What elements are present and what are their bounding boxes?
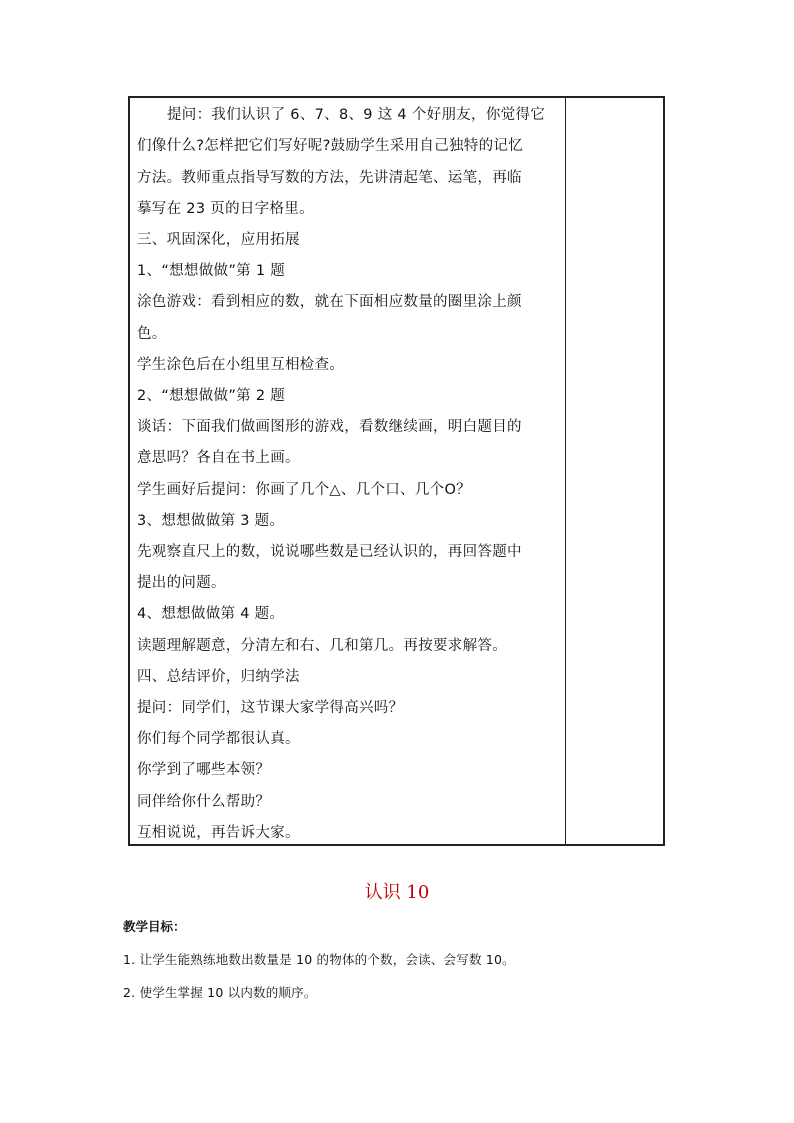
lesson-plan-table xyxy=(128,96,665,846)
goal-heading: 教学目标： xyxy=(123,919,186,934)
content-line: 2、“想想做做”第 2 题 xyxy=(137,388,286,404)
content-line: 你学到了哪些本领？ xyxy=(137,762,271,778)
content-line: 同伴给你什么帮助？ xyxy=(137,794,271,810)
content-line: 提出的问题。 xyxy=(137,575,226,591)
content-line: 们像什么?怎样把它们写好呢?鼓励学生采用自己独特的记忆 xyxy=(137,138,523,154)
content-line: 意思吗？各自在书上画。 xyxy=(137,450,300,466)
content-line: 学生画好后提问：你画了几个△、几个口、几个O？ xyxy=(137,482,471,498)
content-line: 色。 xyxy=(137,326,167,342)
lesson-title: 认识 10 xyxy=(364,882,430,903)
content-line: 1、“想想做做”第 1 题 xyxy=(137,263,286,279)
content-line: 涂色游戏：看到相应的数，就在下面相应数量的圈里涂上颜 xyxy=(137,294,522,310)
content-line: 摹写在 23 页的日字格里。 xyxy=(137,201,314,217)
content-line: 4、想想做做第 4 题。 xyxy=(137,606,285,622)
content-line: 谈话：下面我们做画图形的游戏，看数继续画，明白题目的 xyxy=(137,419,522,435)
content-line: 提问：同学们，这节课大家学得高兴吗？ xyxy=(137,700,404,716)
content-line: 你们每个同学都很认真。 xyxy=(137,731,300,747)
goal-item: 1. 让学生能熟练地数出数量是 10 的物体的个数，会读、会写数 10。 xyxy=(123,952,515,967)
content-line: 提问：我们认识了 6、7、8、9 这 4 个好朋友，你觉得它 xyxy=(167,107,546,123)
content-line: 读题理解题意，分清左和右、几和第几。再按要求解答。 xyxy=(137,638,507,654)
content-line: 互相说说，再告诉大家。 xyxy=(137,825,300,841)
section-heading: 三、巩固深化，应用拓展 xyxy=(137,232,300,248)
content-line: 学生涂色后在小组里互相检查。 xyxy=(137,357,345,373)
section-heading: 四、总结评价，归纳学法 xyxy=(137,669,300,685)
content-line: 先观察直尺上的数，说说哪些数是已经认识的，再回答题中 xyxy=(137,544,522,560)
notes-column xyxy=(566,98,663,844)
content-line: 3、想想做做第 3 题。 xyxy=(137,513,285,529)
goal-item: 2. 使学生掌握 10 以内数的顺序。 xyxy=(123,985,317,1000)
content-line: 方法。教师重点指导写数的方法，先讲清起笔、运笔，再临 xyxy=(137,170,522,186)
